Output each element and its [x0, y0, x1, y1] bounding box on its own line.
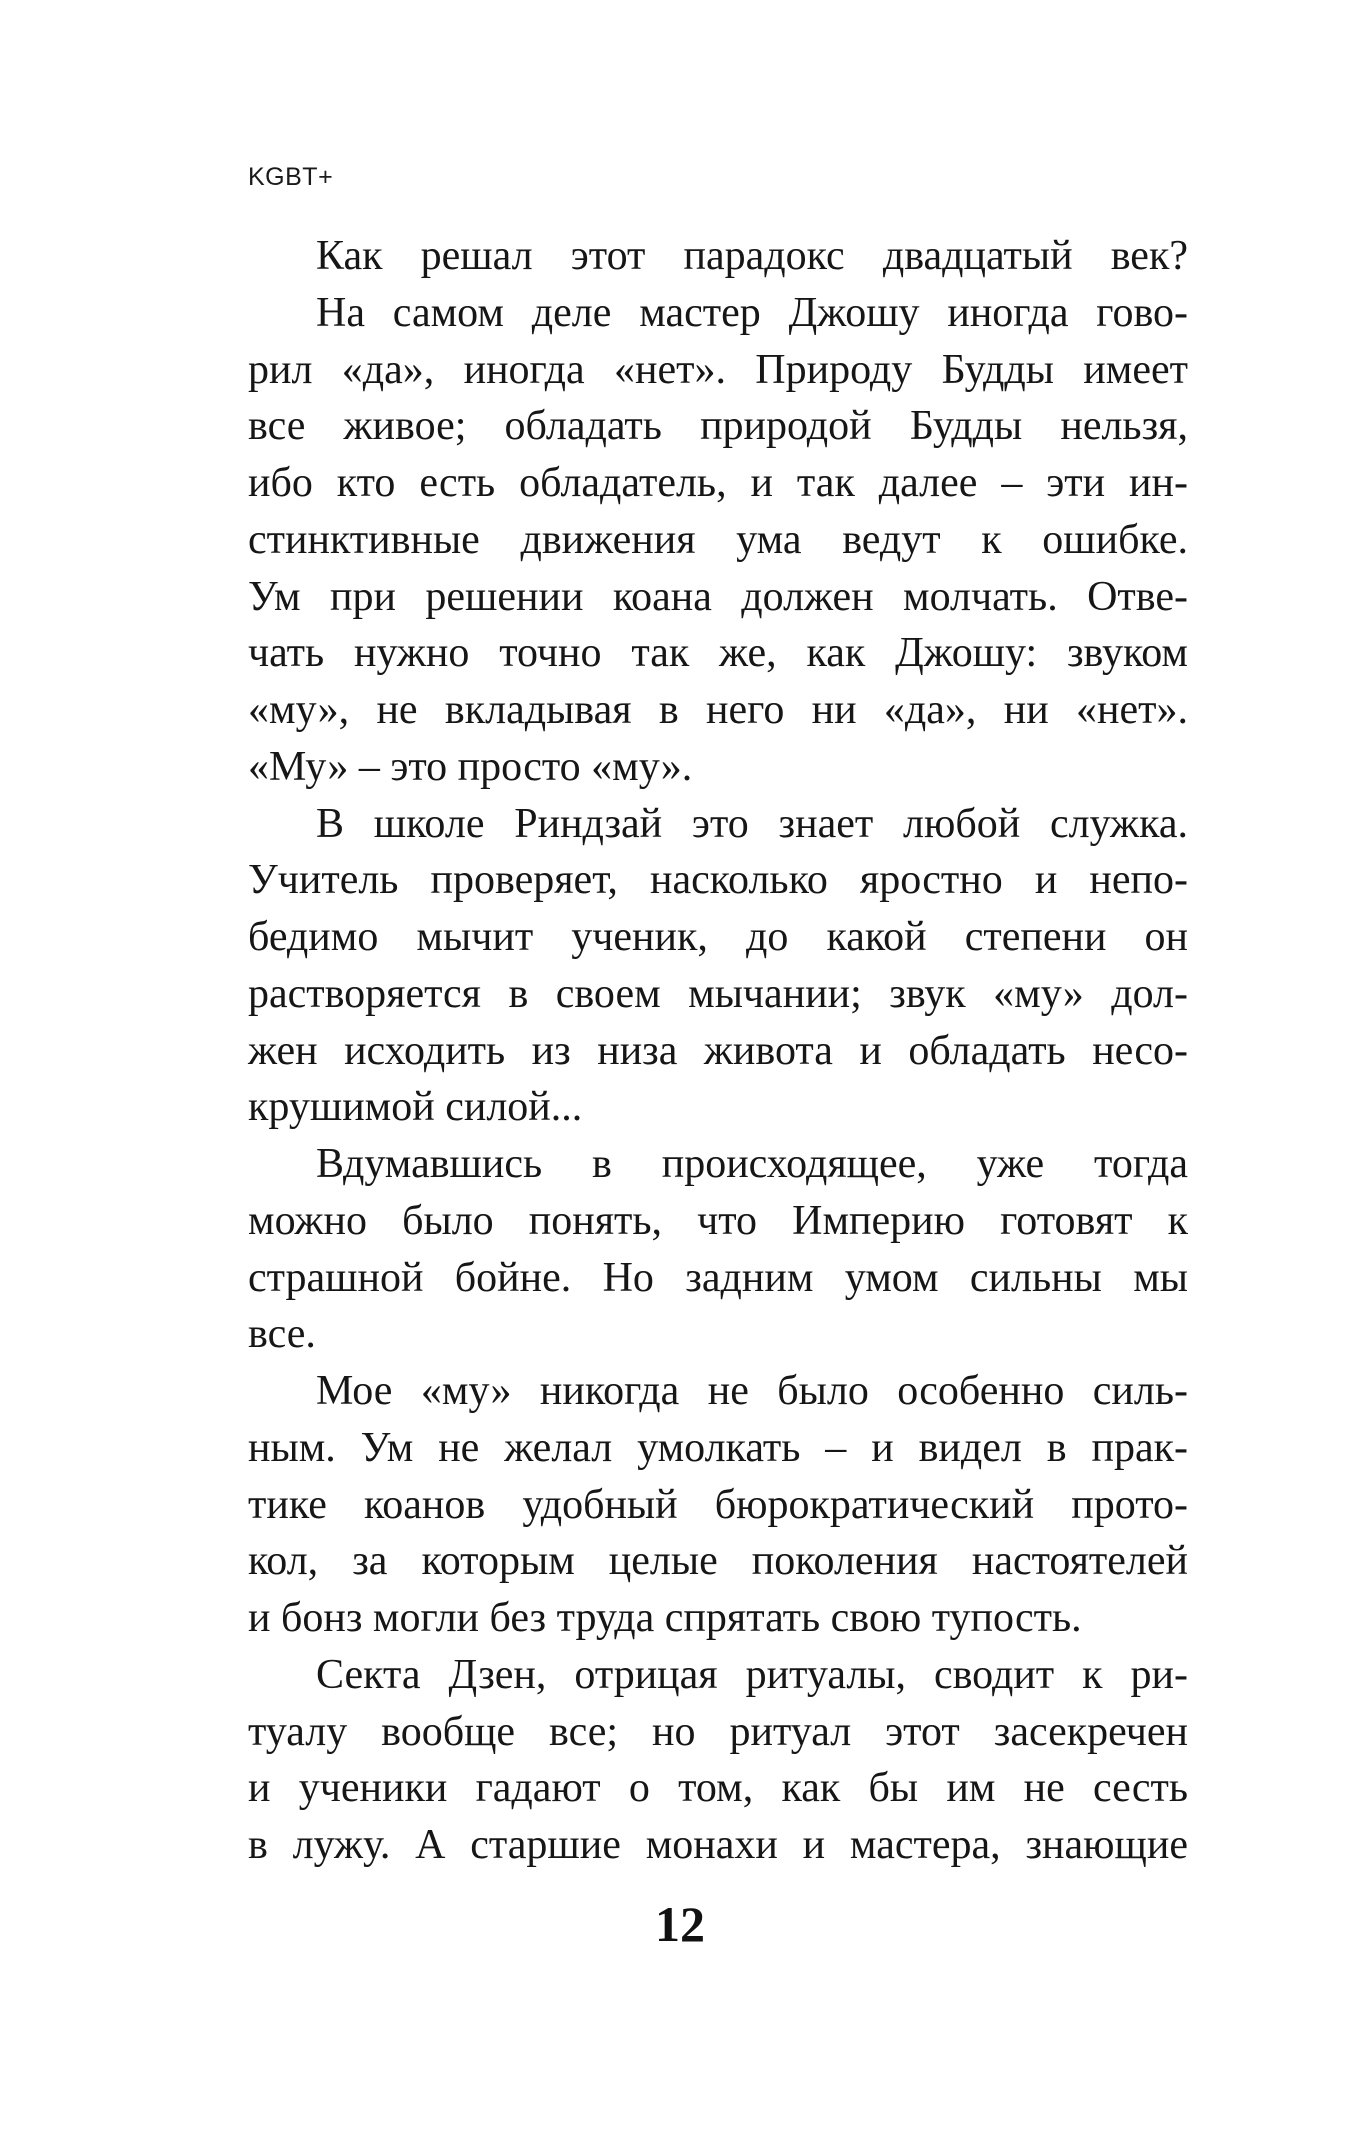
page-number: 12: [655, 1896, 705, 1952]
text-line: Учитель проверяет, насколько яростно и непо-: [248, 857, 1188, 904]
text-line: На самом деле мастер Джошу иногда гово-: [316, 289, 1188, 336]
text-line: и ученики гадают о том, как бы им не сесть: [248, 1765, 1188, 1812]
text-line: Секта Дзен, отрицая ритуалы, сводит к ри-: [316, 1651, 1188, 1698]
text-line: туалу вообще все; но ритуал этот засекречен: [248, 1708, 1188, 1755]
text-line: рил «да», иногда «нет». Природу Будды имеет: [248, 346, 1188, 393]
text-line: растворяется в своем мычании; звук «му» дол-: [248, 970, 1188, 1017]
text-line: ибо кто есть обладатель, и так далее – эти ин-: [248, 460, 1188, 506]
text-line: крушимой силой...: [248, 1084, 583, 1131]
text-line: Как решал этот парадокс двадцатый век?: [316, 233, 1188, 279]
text-line: бедимо мычит ученик, до какой степени он: [248, 914, 1188, 960]
text-line: жен исходить из низа живота и обладать несо-: [248, 1027, 1188, 1074]
text-line: в лужу. А старшие монахи и мастера, знающие: [248, 1822, 1188, 1868]
text-line: все живое; обладать природой Будды нельзя,: [248, 403, 1188, 450]
running-header: KGBT+: [248, 163, 334, 191]
text-line: можно было понять, что Империю готовят к: [248, 1197, 1188, 1244]
text-line: Ум при решении коана должен молчать. Отве-: [248, 573, 1188, 620]
text-line: кол, за которым целые поколения настоятелей: [248, 1538, 1188, 1585]
text-line: все.: [248, 1311, 316, 1358]
text-line: тике коанов удобный бюрократический прото-: [248, 1481, 1188, 1528]
text-line: «Му» – это просто «му».: [248, 743, 693, 790]
text-line: Вдумавшись в происходящее, уже тогда: [316, 1141, 1188, 1187]
text-line: «му», не вкладывая в него ни «да», ни «нет».: [248, 687, 1188, 733]
text-line: чать нужно точно так же, как Джошу: звуком: [248, 630, 1188, 677]
text-line: и бонз могли без труда спрятать свою тупость.: [248, 1595, 1082, 1641]
text-line: стинктивные движения ума ведут к ошибке.: [248, 516, 1188, 563]
body-text: [248, 228, 1188, 1874]
text-line: страшной бойне. Но задним умом сильны мы: [248, 1254, 1188, 1301]
text-line: ным. Ум не желал умолкать – и видел в прак-: [248, 1424, 1188, 1471]
text-line: В школе Риндзай это знает любой служка.: [316, 800, 1188, 847]
text-line: Мое «му» никогда не было особенно силь-: [316, 1368, 1188, 1414]
